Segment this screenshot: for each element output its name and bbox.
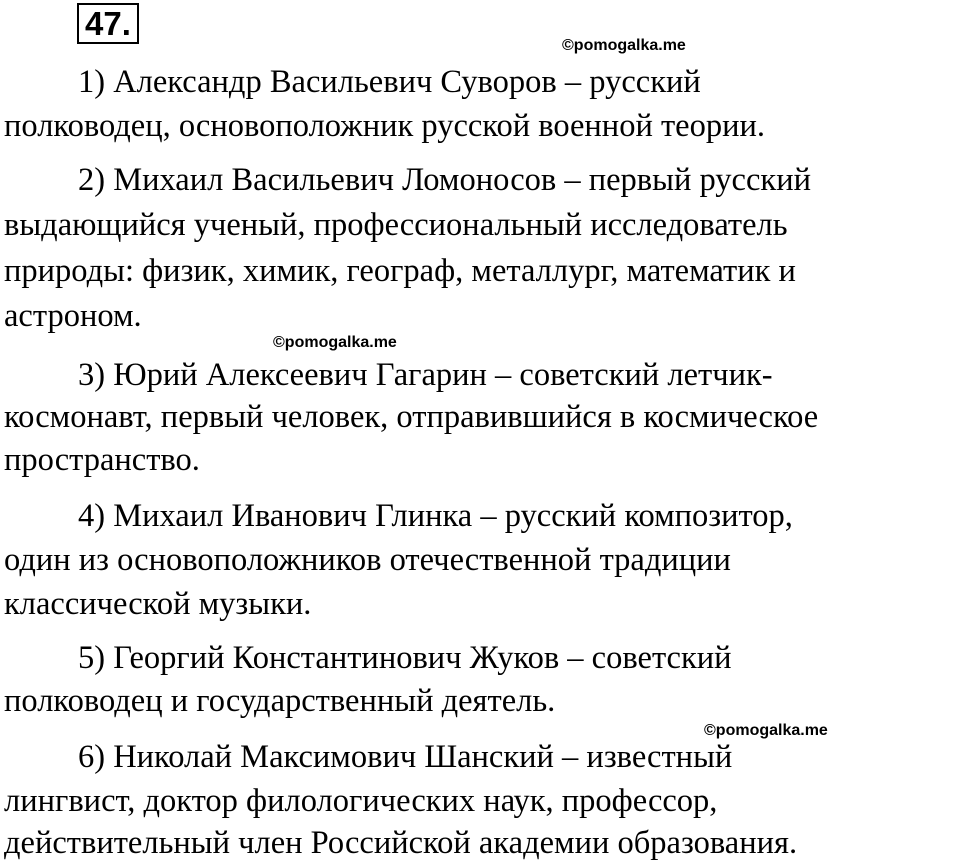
- paragraph-1-line-2: полководец, основоположник русской военной теории.: [4, 108, 766, 144]
- watermark: ©pomogalka.me: [704, 722, 828, 739]
- paragraph-2-line-2: выдающийся ученый, профессиональный исследователь: [4, 207, 788, 243]
- task-number-box: 47.: [77, 3, 139, 44]
- paragraph-6-line-2: лингвист, доктор филологических наук, профессор,: [4, 783, 718, 819]
- paragraph-5-line-2: полководец и государственный деятель.: [4, 683, 556, 719]
- paragraph-4-line-2: один из основоположников отечественной традиции: [4, 542, 731, 578]
- watermark: ©pomogalka.me: [562, 37, 686, 54]
- paragraph-6-line-3: действительный член Российской академии образования.: [4, 825, 798, 861]
- paragraph-1-line-1: 1) Александр Васильевич Суворов – русский: [78, 64, 701, 100]
- paragraph-3-line-1: 3) Юрий Алексеевич Гагарин – советский летчик-: [78, 357, 773, 393]
- paragraph-6-line-1: 6) Николай Максимович Шанский – известный: [78, 739, 733, 775]
- paragraph-4-line-3: классической музыки.: [4, 586, 312, 622]
- paragraph-2-line-4: астроном.: [4, 298, 142, 334]
- watermark: ©pomogalka.me: [273, 334, 397, 351]
- paragraph-5-line-1: 5) Георгий Константинович Жуков – советский: [78, 640, 732, 676]
- paragraph-3-line-3: пространство.: [4, 442, 200, 478]
- paragraph-2-line-3: природы: физик, химик, географ, металлург, математик и: [4, 253, 796, 289]
- paragraph-3-line-2: космонавт, первый человек, отправившийся в космическое: [4, 399, 819, 435]
- paragraph-4-line-1: 4) Михаил Иванович Глинка – русский композитор,: [78, 498, 793, 534]
- paragraph-2-line-1: 2) Михаил Васильевич Ломоносов – первый русский: [78, 162, 811, 198]
